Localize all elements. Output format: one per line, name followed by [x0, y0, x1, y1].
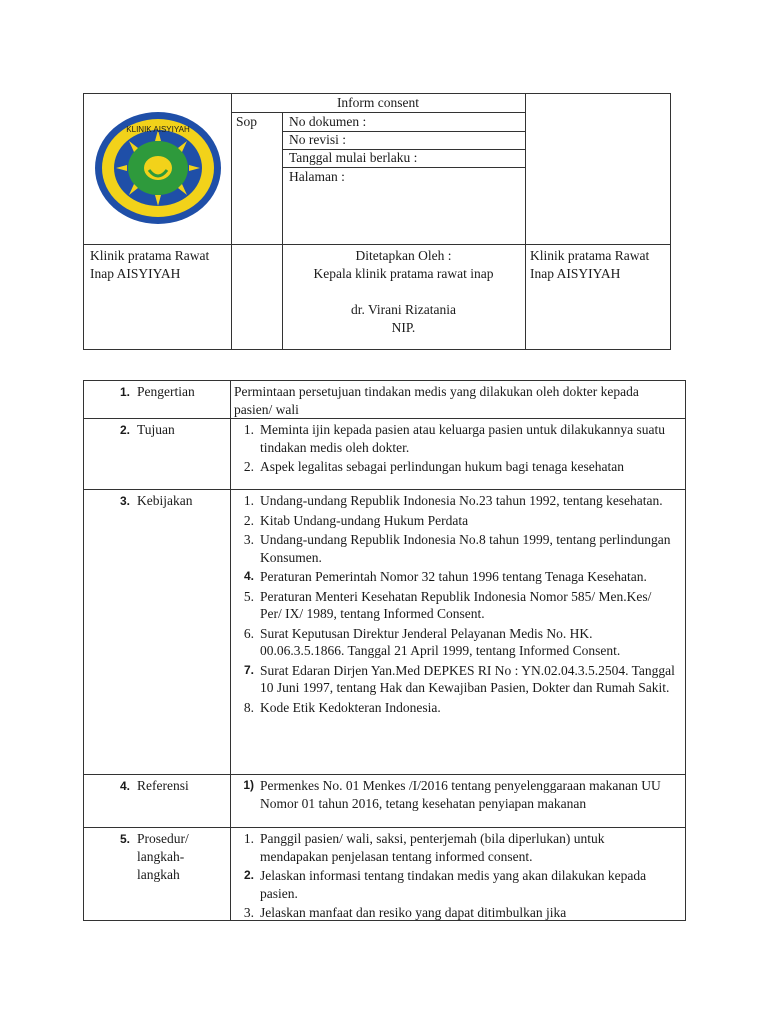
list-item: 7. Surat Edaran Dirjen Yan.Med DEPKES RI No : YN.02.04.3.5.2504. Tanggal 10 Juni 1997, tentang Hak dan Kewajiban Pasien, Dokter dan Rumah Sakit.: [243, 662, 675, 695]
section-number: 2.: [119, 423, 130, 437]
section-number: 3.: [119, 494, 130, 508]
section-text: Permintaan persetujuan tindakan medis yang dilakukan oleh dokter kepada pasien/ wali: [234, 384, 639, 417]
sop-label: Sop: [236, 114, 258, 129]
header-table: [83, 93, 671, 350]
list-item: 2. Jelaskan informasi tentang tindakan medis yang akan dilakukan kepada pasien.: [243, 868, 647, 901]
clinic-logo: [89, 108, 227, 228]
list-item: 6. Surat Keputusan Direktur Jenderal Pelayanan Medis No. HK. 00.06.3.5.1866. Tanggal 21 April 1999, tentang Informed Consent.: [243, 625, 621, 658]
list-item: 2. Aspek legalitas sebagai perlindungan hukum bagi tenaga kesehatan: [243, 459, 625, 474]
list-item: 3. Undang-undang Republik Indonesia No.8 tahun 1999, tentang perlindungan Konsumen.: [243, 532, 671, 565]
clinic-name-left: Klinik pratama Rawat Inap AISYIYAH: [90, 248, 210, 281]
list-item: 1. Meminta ijin kepada pasien atau keluarga pasien untuk dilakukannya suatu tindakan medis oleh dokter.: [243, 422, 666, 455]
svg-text:SRAGEN: SRAGEN: [143, 209, 173, 216]
approval-nip: NIP.: [391, 320, 416, 335]
list-item: 1) Permenkes No. 01 Menkes /I/2016 tentang penyelenggaraan makanan UU Nomor 01 tahun 2016, tetang kesehatan penyiapan makanan: [243, 778, 661, 811]
section-label: Pengertian: [137, 384, 195, 399]
procedure-table: [83, 380, 686, 921]
list-item: 2. Kitab Undang-undang Hukum Perdata: [243, 512, 469, 528]
section-label: Prosedur/ langkah-langkah: [137, 831, 189, 882]
field-no-dokumen: No dokumen :: [289, 114, 367, 129]
field-halaman: Halaman :: [289, 169, 345, 184]
list-item: 8. Kode Etik Kedokteran Indonesia.: [243, 699, 441, 715]
section-label: Tujuan: [137, 422, 175, 437]
clinic-name-right: Klinik pratama Rawat Inap AISYIYAH: [530, 248, 650, 281]
field-no-revisi: No revisi :: [289, 132, 346, 147]
approval-line1: Ditetapkan Oleh :: [355, 248, 452, 263]
document-title: Inform consent: [336, 95, 420, 110]
field-tanggal-berlaku: Tanggal mulai berlaku :: [289, 150, 418, 165]
approval-name: dr. Virani Rizatania: [350, 302, 457, 317]
section-label: Referensi: [137, 778, 189, 793]
list-item: 3. Jelaskan manfaat dan resiko yang dapat ditimbulkan jika: [243, 905, 567, 920]
approval-line2: Kepala klinik pratama rawat inap: [313, 266, 494, 281]
list-item: 4. Peraturan Pemerintah Nomor 32 tahun 1996 tentang Tenaga Kesehatan.: [243, 569, 647, 584]
section-number: 5.: [119, 832, 130, 846]
section-number: 1.: [119, 385, 130, 399]
approval-block: [282, 247, 525, 337]
section-label: Kebijakan: [137, 493, 193, 508]
list-item: 5. Peraturan Menteri Kesehatan Republik Indonesia Nomor 585/ Men.Kes/ Per/ IX/ 1989, tentang Informed Consent.: [243, 588, 652, 621]
list-item: 1. Panggil pasien/ wali, saksi, penterjemah (bila diperlukan) untuk mendapakan penjelasan tentang informed consent.: [243, 831, 605, 864]
svg-text:KLINIK AISYIYAH: KLINIK AISYIYAH: [126, 125, 190, 134]
section-number: 4.: [119, 779, 130, 793]
list-item: 1. Undang-undang Republik Indonesia No.23 tahun 1992, tentang kesehatan.: [243, 493, 663, 508]
